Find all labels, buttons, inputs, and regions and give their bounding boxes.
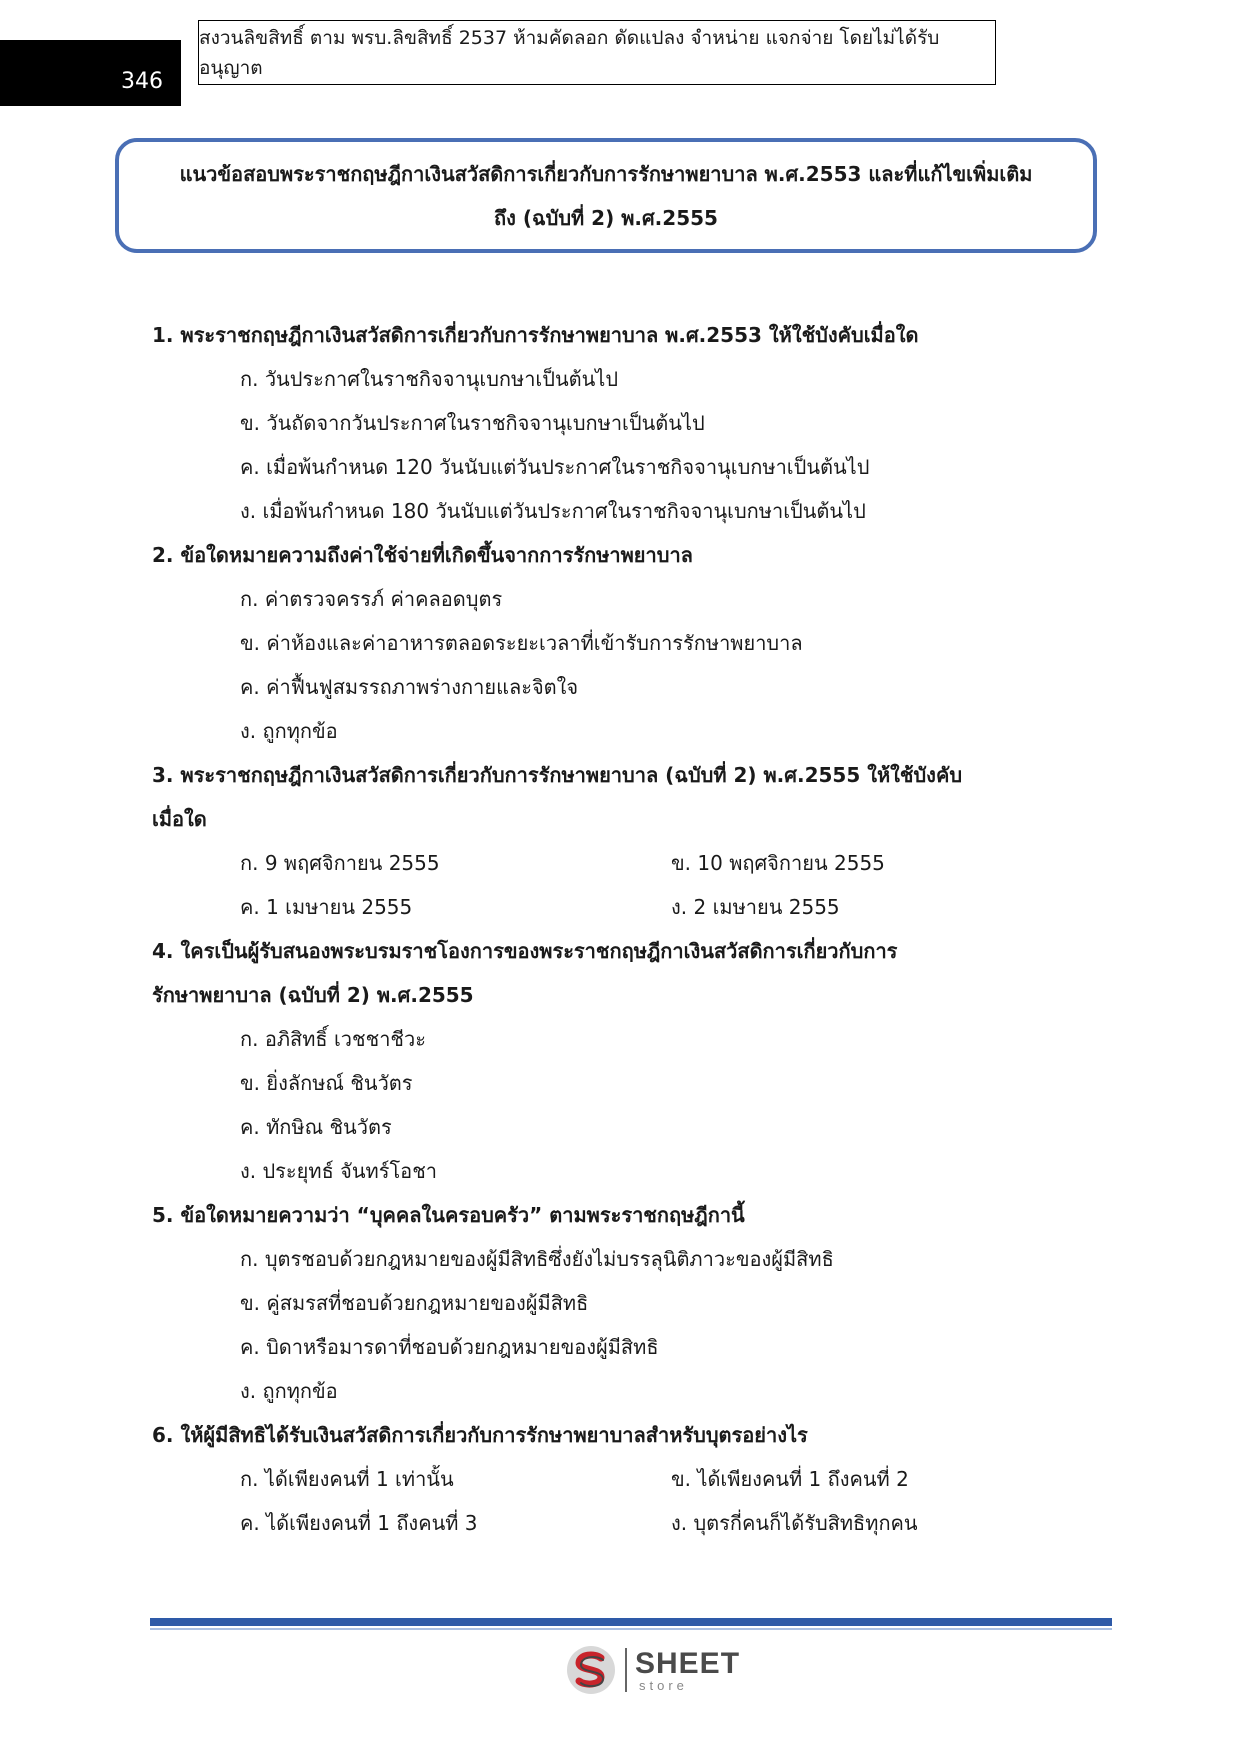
question-1-option-a: ก. วันประกาศในราชกิจจานุเบกษาเป็นต้นไป (240, 367, 619, 391)
question-5-option-c: ค. บิดาหรือมารดาที่ชอบด้วยกฎหมายของผู้มีสิทธิ (240, 1335, 659, 1359)
copyright-text: สงวนลิขสิทธิ์ ตาม พรบ.ลิขสิทธิ์ 2537 ห้ามคัดลอก ดัดแปลง จำหน่าย แจกจ่าย โดยไม่ได้รับอนุญาต (199, 26, 940, 79)
question-3-option-c: ค. 1 เมษายน 2555 (240, 895, 413, 919)
question-6-options-row-2 (152, 1501, 1102, 1545)
page-number: 346 (121, 69, 163, 94)
question-3-options-row-1 (152, 841, 1102, 885)
question-5-option-b: ข. คู่สมรสที่ชอบด้วยกฎหมายของผู้มีสิทธิ (240, 1291, 589, 1315)
question-4-option-b: ข. ยิ่งลักษณ์ ชินวัตร (240, 1071, 413, 1095)
question-4-option-d: ง. ประยุทธ์ จันทร์โอชา (240, 1159, 438, 1183)
question-6: 6. ให้ผู้มีสิทธิได้รับเงินสวัสดิการเกี่ยวกับการรักษาพยาบาลสำหรับบุตรอย่างไร (152, 1423, 808, 1447)
logo-divider (625, 1648, 627, 1692)
question-3-options-row-2 (152, 885, 1102, 929)
question-2-option-c: ค. ค่าฟื้นฟูสมรรถภาพร่างกายและจิตใจ (240, 675, 579, 699)
question-2-option-b: ข. ค่าห้องและค่าอาหารตลอดระยะเวลาที่เข้ารับการรักษาพยาบาล (240, 631, 803, 655)
question-2: 2. ข้อใดหมายความถึงค่าใช้จ่ายที่เกิดขึ้นจากการรักษาพยาบาล (152, 543, 693, 567)
question-6-options-row-1 (152, 1457, 1102, 1501)
exam-title-line-2: ถึง (ฉบับที่ 2) พ.ศ.2555 (494, 205, 718, 230)
question-4-option-a: ก. อภิสิทธิ์ เวชชาชีวะ (240, 1027, 426, 1051)
logo-word: SHEET (635, 1646, 741, 1680)
question-2-option-a: ก. ค่าตรวจครรภ์ ค่าคลอดบุตร (240, 587, 503, 611)
question-5-option-d: ง. ถูกทุกข้อ (240, 1379, 338, 1403)
question-1-option-b: ข. วันถัดจากวันประกาศในราชกิจจานุเบกษาเป็นต้นไป (240, 411, 705, 435)
page-number-box (0, 40, 181, 106)
sheet-store-logo (565, 1642, 740, 1698)
question-1-option-c: ค. เมื่อพ้นกำหนด 120 วันนับแต่วันประกาศในราชกิจจานุเบกษาเป็นต้นไป (240, 455, 870, 479)
question-4-line-2: รักษาพยาบาล (ฉบับที่ 2) พ.ศ.2555 (152, 983, 474, 1007)
question-6-option-d: ง. บุตรกี่คนก็ได้รับสิทธิทุกคน (671, 1511, 918, 1535)
logo-sub: store (639, 1677, 688, 1693)
logo-text (635, 1646, 741, 1693)
question-3-line-2: เมื่อใด (152, 807, 207, 831)
sheet-store-s-icon (565, 1644, 617, 1696)
question-4-option-c: ค. ทักษิณ ชินวัตร (240, 1115, 392, 1139)
question-3-option-b: ข. 10 พฤศจิกายน 2555 (671, 851, 885, 875)
question-6-option-c: ค. ได้เพียงคนที่ 1 ถึงคนที่ 3 (240, 1511, 478, 1535)
question-1-option-d: ง. เมื่อพ้นกำหนด 180 วันนับแต่วันประกาศในราชกิจจานุเบกษาเป็นต้นไป (240, 499, 866, 523)
question-1: 1. พระราชกฤษฎีกาเงินสวัสดิการเกี่ยวกับการรักษาพยาบาล พ.ศ.2553 ให้ใช้บังคับเมื่อใด (152, 323, 919, 347)
exam-title-line-1: แนวข้อสอบพระราชกฤษฎีกาเงินสวัสดิการเกี่ยวกับการรักษาพยาบาล พ.ศ.2553 และที่แก้ไขเพิ่มเติม (179, 161, 1033, 186)
copyright-notice (198, 20, 996, 85)
question-3-line-1: 3. พระราชกฤษฎีกาเงินสวัสดิการเกี่ยวกับการรักษาพยาบาล (ฉบับที่ 2) พ.ศ.2555 ให้ใช้บังคับ (152, 763, 963, 787)
question-6-option-a: ก. ได้เพียงคนที่ 1 เท่านั้น (240, 1467, 454, 1491)
question-5-option-a: ก. บุตรชอบด้วยกฎหมายของผู้มีสิทธิซึ่งยังไม่บรรลุนิติภาวะของผู้มีสิทธิ (240, 1247, 834, 1271)
exam-title-box (115, 138, 1097, 253)
question-5: 5. ข้อใดหมายความว่า “บุคคลในครอบครัว” ตามพระราชกฤษฎีกานี้ (152, 1203, 745, 1227)
question-list (152, 313, 1102, 1545)
question-6-option-b: ข. ได้เพียงคนที่ 1 ถึงคนที่ 2 (671, 1467, 909, 1491)
question-3-option-d: ง. 2 เมษายน 2555 (671, 895, 840, 919)
question-2-option-d: ง. ถูกทุกข้อ (240, 719, 338, 743)
question-3-option-a: ก. 9 พฤศจิกายน 2555 (240, 851, 440, 875)
question-4-line-1: 4. ใครเป็นผู้รับสนองพระบรมราชโองการของพระราชกฤษฎีกาเงินสวัสดิการเกี่ยวกับการ (152, 939, 898, 963)
footer-divider (150, 1618, 1112, 1626)
